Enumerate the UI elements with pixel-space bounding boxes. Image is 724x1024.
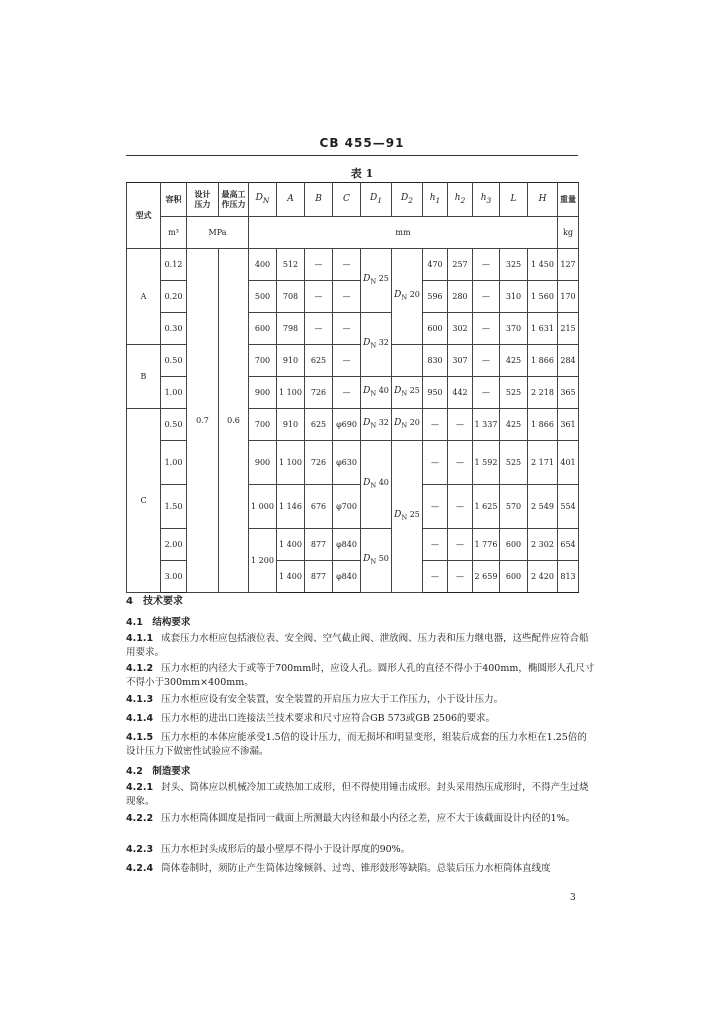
table-cell: 525 [500, 377, 528, 409]
table-cell: 500 [249, 281, 277, 313]
table-cell: 1 560 [528, 281, 558, 313]
table-cell: 400 [249, 249, 277, 281]
table-cell: 1 000 [249, 485, 277, 529]
table-cell: 910 [277, 409, 305, 441]
table-cell: 726 [305, 441, 333, 485]
table-cell: 813 [558, 561, 579, 593]
section-4-heading: 4 技术要求 [126, 596, 183, 607]
d1-cell: $D_N$ 40 [361, 441, 392, 529]
table-caption: 表 1 [350, 167, 374, 180]
table-cell: 1 200 [249, 529, 277, 593]
table-cell: 325 [500, 249, 528, 281]
table-cell: 1.00 [161, 441, 187, 485]
table-cell: 127 [558, 249, 579, 281]
table-cell: 600 [500, 561, 528, 593]
table-cell: — [333, 249, 361, 281]
spec-table [126, 182, 579, 593]
table-cell: 910 [277, 345, 305, 377]
header-h1: $h_1$ [423, 183, 448, 217]
table-cell: 877 [305, 561, 333, 593]
header-type: 型式 [127, 183, 161, 249]
table-cell: — [448, 409, 473, 441]
table-cell: φ690 [333, 409, 361, 441]
table-cell: 600 [423, 313, 448, 345]
table-cell: 950 [423, 377, 448, 409]
table-cell: 442 [448, 377, 473, 409]
table-cell: 284 [558, 345, 579, 377]
table-cell: — [448, 485, 473, 529]
d2-cell: $D_N$ 20 [392, 249, 423, 345]
para-4-2-1: 4.2.1 封头、筒体应以机械冷加工或热加工成形，但不得使用锤击成形。封头采用热压成形时，不得产生过烧现象。 [126, 782, 589, 807]
type-a-cell: A [127, 249, 161, 345]
table-cell: 1.50 [161, 485, 187, 529]
table-cell: — [448, 529, 473, 561]
unit-m3: m³ [161, 217, 187, 249]
standard-code-header: CB 455—91 [319, 136, 405, 150]
table-cell: 2 659 [473, 561, 500, 593]
table-cell: 425 [500, 409, 528, 441]
table-cell: 470 [423, 249, 448, 281]
header-design-pressure: 设计 压力 [187, 183, 219, 217]
table-cell: 0.20 [161, 281, 187, 313]
para-4-2-3: 4.2.3 压力水柜封头成形后的最小壁厚不得小于设计厚度的90%。 [126, 844, 411, 855]
d1-cell: $D_N$ 50 [361, 529, 392, 593]
table-cell: 365 [558, 377, 579, 409]
table-cell: 257 [448, 249, 473, 281]
table-cell: 401 [558, 441, 579, 485]
max-pressure-cell: 0.6 [219, 249, 249, 593]
unit-mm: mm [249, 217, 558, 249]
table-cell: 798 [277, 313, 305, 345]
table-cell: 900 [249, 377, 277, 409]
header-c: C [333, 183, 361, 217]
d2-cell: $D_N$ 25 [392, 377, 423, 409]
table-cell: — [333, 345, 361, 377]
table-cell: 3.00 [161, 561, 187, 593]
header-volume: 容积 [161, 183, 187, 217]
table-cell: 1 146 [277, 485, 305, 529]
table-cell: 170 [558, 281, 579, 313]
para-4-2-4: 4.2.4 筒体卷制时，须防止产生筒体边缘倾斜、过弯、锥形鼓形等缺陷。总装后压力水柜筒体直线度 [126, 863, 551, 874]
table-cell: — [333, 281, 361, 313]
table-cell: φ700 [333, 485, 361, 529]
header-b: B [305, 183, 333, 217]
d1-cell: $D_N$ 25 [361, 249, 392, 313]
table-cell: — [423, 441, 448, 485]
table-cell: 1 866 [528, 409, 558, 441]
para-4-1-5: 4.1.5 压力水柜的本体应能承受1.5倍的设计压力，而无损坏和明显变形，组装后成套的压力水柜在1.25倍的设计压力下做密性试验应不渗漏。 [126, 732, 587, 757]
para-4-1-1: 4.1.1 成套压力水柜应包括液位表、安全阀、空气截止阀、泄放阀、压力表和压力继电器，这些配件应符合船用要求。 [126, 633, 589, 658]
table-cell: 726 [305, 377, 333, 409]
table-cell: 600 [500, 529, 528, 561]
table-cell: 310 [500, 281, 528, 313]
table-cell: 700 [249, 409, 277, 441]
table-cell: 2 420 [528, 561, 558, 593]
table-cell: 1 776 [473, 529, 500, 561]
header-h3: $h_3$ [473, 183, 500, 217]
para-4-1-4: 4.1.4 压力水柜的进出口连接法兰技术要求和尺寸应符合GB 573或GB 2506的要求。 [126, 713, 496, 724]
table-cell: — [448, 441, 473, 485]
table-cell: 600 [249, 313, 277, 345]
table-cell: 2 171 [528, 441, 558, 485]
table-cell: 1 100 [277, 441, 305, 485]
table-cell: — [473, 345, 500, 377]
table-cell: 2 549 [528, 485, 558, 529]
table-cell: 654 [558, 529, 579, 561]
table-cell: — [473, 313, 500, 345]
table-cell: 570 [500, 485, 528, 529]
type-b-cell: B [127, 345, 161, 409]
d1-cell: $D_N$ 40 [361, 377, 392, 409]
table-cell: 1 866 [528, 345, 558, 377]
table-cell: 302 [448, 313, 473, 345]
table-cell: 676 [305, 485, 333, 529]
table-cell: — [333, 377, 361, 409]
table-cell: 625 [305, 409, 333, 441]
d2-cell: $D_N$ 25 [392, 441, 423, 593]
table-cell: — [305, 281, 333, 313]
table-cell: 0.50 [161, 409, 187, 441]
table-cell: 370 [500, 313, 528, 345]
table-cell: 1.00 [161, 377, 187, 409]
table-cell: 1 625 [473, 485, 500, 529]
table-cell: φ630 [333, 441, 361, 485]
table-cell: — [423, 409, 448, 441]
table-cell: 1 337 [473, 409, 500, 441]
table-cell: 2 302 [528, 529, 558, 561]
table-cell: — [333, 313, 361, 345]
table-cell: 361 [558, 409, 579, 441]
table-cell: 307 [448, 345, 473, 377]
table-cell: 1 592 [473, 441, 500, 485]
table-cell: 2 218 [528, 377, 558, 409]
para-4-2-2: 4.2.2 压力水柜筒体圆度是指同一截面上所测最大内径和最小内径之差，应不大于该截面设计内径的1%。 [126, 813, 576, 824]
table-cell: — [473, 281, 500, 313]
table-cell: — [305, 313, 333, 345]
header-rule [126, 155, 578, 156]
header-h: H [528, 183, 558, 217]
para-4-1-3: 4.1.3 压力水柜应设有安全装置，安全装置的开启压力应大于工作压力，小于设计压力。 [126, 694, 504, 705]
header-dn: $D_N$ [249, 183, 277, 217]
table-cell: — [423, 529, 448, 561]
table-cell: 2.00 [161, 529, 187, 561]
table-cell: 215 [558, 313, 579, 345]
unit-kg: kg [558, 217, 579, 249]
table-cell: 1 450 [528, 249, 558, 281]
page-number: 3 [570, 893, 576, 903]
table-cell: — [423, 561, 448, 593]
header-weight: 重量 [558, 183, 579, 217]
table-cell: 708 [277, 281, 305, 313]
d2-cell: $D_N$ 20 [392, 409, 423, 441]
table-cell: 554 [558, 485, 579, 529]
table-cell: 625 [305, 345, 333, 377]
table-cell: 425 [500, 345, 528, 377]
type-c-cell: C [127, 409, 161, 593]
table-cell: 280 [448, 281, 473, 313]
d1-cell: $D_N$ 32 [361, 409, 392, 441]
table-cell: φ840 [333, 561, 361, 593]
para-4-1-2: 4.1.2 压力水柜的内径大于或等于700mm时，应设人孔。圆形人孔的直径不得小于400mm，椭圆形人孔尺寸不得小于300mm×400mm。 [126, 663, 595, 688]
table-cell: 830 [423, 345, 448, 377]
unit-mpa: MPa [187, 217, 249, 249]
table-cell: 877 [305, 529, 333, 561]
table-cell: — [473, 249, 500, 281]
table-cell: 700 [249, 345, 277, 377]
table-cell: — [473, 377, 500, 409]
section-4-2-heading: 4.2 制造要求 [126, 766, 191, 777]
header-a: A [277, 183, 305, 217]
table-cell: 1 400 [277, 561, 305, 593]
d2-cell-empty [392, 345, 423, 377]
table-cell: 1 631 [528, 313, 558, 345]
table-cell: 0.12 [161, 249, 187, 281]
table-cell: — [448, 561, 473, 593]
table-cell: — [305, 249, 333, 281]
table-cell: φ840 [333, 529, 361, 561]
table-cell: 525 [500, 441, 528, 485]
table-cell: — [423, 485, 448, 529]
design-pressure-cell: 0.7 [187, 249, 219, 593]
header-d2: $D_2$ [392, 183, 423, 217]
table-cell: 596 [423, 281, 448, 313]
d1-cell: $D_N$ 32 [361, 313, 392, 377]
table-cell: 512 [277, 249, 305, 281]
table-cell: 0.30 [161, 313, 187, 345]
section-4-1-heading: 4.1 结构要求 [126, 617, 191, 628]
table-cell: 900 [249, 441, 277, 485]
header-d1: $D_1$ [361, 183, 392, 217]
table-cell: 0.50 [161, 345, 187, 377]
header-max-work-pressure: 最高工 作压力 [219, 183, 249, 217]
table-cell: 1 400 [277, 529, 305, 561]
table-cell: 1 100 [277, 377, 305, 409]
header-h2: $h_2$ [448, 183, 473, 217]
header-l: L [500, 183, 528, 217]
